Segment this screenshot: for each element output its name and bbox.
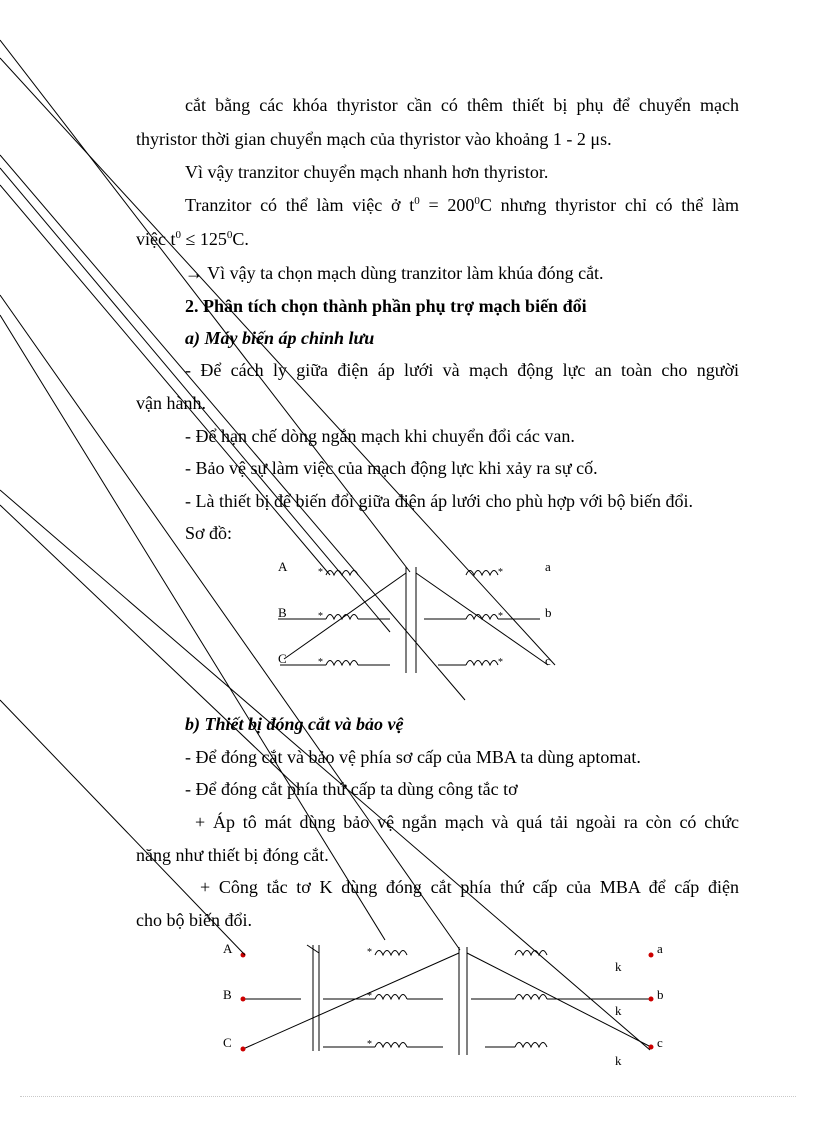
- text-span: ≤ 125: [180, 229, 227, 249]
- terminal-dot: [241, 997, 246, 1002]
- coil: [375, 995, 407, 1000]
- coil: [515, 995, 547, 1000]
- paragraph-line: [185, 194, 739, 216]
- paragraph-line: vận hành.: [136, 393, 206, 413]
- terminal-label: a: [657, 941, 663, 956]
- superscript: 0: [414, 195, 420, 207]
- paragraph-line: Vì vậy tranzitor chuyển mạch nhanh hơn thyristor.: [185, 162, 549, 182]
- coil: [515, 1043, 547, 1048]
- text-span: C.: [232, 229, 249, 249]
- wire: [243, 953, 459, 1049]
- paragraph-line: năng như thiết bị đóng cắt.: [136, 845, 329, 865]
- terminal-dots: [241, 953, 654, 1052]
- svg-text:*: *: [367, 947, 372, 958]
- subsection-heading: a) Máy biến áp chỉnh lưu: [185, 328, 375, 348]
- transformer-diagram-2: [215, 935, 675, 1070]
- superscript: 0: [175, 229, 181, 241]
- text-span: = 200: [419, 195, 475, 215]
- paragraph-line: thyristor thời gian chuyển mạch của thyristor vào khoảng 1 - 2 μs.: [136, 129, 612, 149]
- subsection-heading: b) Thiết bị đóng cắt và bảo vệ: [185, 714, 404, 734]
- paragraph-line: - Để hạn chế dòng ngắn mạch khi chuyển đổi các van.: [185, 426, 575, 446]
- coil: [326, 571, 358, 576]
- coil: [375, 951, 407, 956]
- terminal-label: A: [278, 559, 288, 574]
- text-span: việc t: [136, 229, 176, 249]
- wire: [467, 953, 651, 1047]
- terminal-label: c: [545, 653, 551, 668]
- terminal-dot: [649, 953, 654, 958]
- svg-text:*: *: [498, 567, 503, 578]
- contactor-label: k: [615, 1003, 622, 1018]
- svg-text:*: *: [498, 611, 503, 622]
- terminal-dot: [649, 997, 654, 1002]
- superscript: 0: [226, 229, 233, 241]
- terminal-label: c: [657, 1035, 663, 1050]
- section-heading: 2. Phân tích chọn thành phần phụ trợ mạch biến đổi: [185, 296, 587, 316]
- contactor-label: k: [615, 1053, 622, 1068]
- svg-text:*: *: [367, 991, 372, 1002]
- paragraph-line: - Để cách ly giữa điện áp lưới và mạch động lực an toàn cho người: [185, 360, 739, 380]
- coil: [466, 615, 498, 620]
- text-span: Tranzitor có thể làm việc ở t: [185, 195, 415, 215]
- svg-text:*: *: [318, 567, 323, 578]
- terminal-label: B: [278, 605, 287, 620]
- paragraph-line: Sơ đồ:: [185, 523, 233, 543]
- terminal-label: B: [223, 987, 232, 1002]
- paragraph-line: + Áp tô mát dùng bảo vệ ngắn mạch và quá tải ngoài ra còn có chức: [195, 812, 739, 832]
- coil: [466, 571, 498, 576]
- paragraph-line: cho bộ biến đổi.: [136, 910, 252, 930]
- paragraph-line: cắt bằng các khóa thyristor cần có thêm thiết bị phụ để chuyển mạch: [185, 95, 739, 115]
- coil: [466, 661, 498, 666]
- text-span: C nhưng thyristor chỉ có thể làm: [479, 195, 739, 215]
- paragraph-line: - Bảo vệ sự làm việc của mạch động lực khi xảy ra sự cố.: [185, 458, 598, 478]
- svg-text:*: *: [498, 657, 503, 668]
- svg-text:*: *: [318, 657, 323, 668]
- terminal-dot: [649, 1045, 654, 1050]
- contactor-label: k: [615, 959, 622, 974]
- svg-text:*: *: [318, 611, 323, 622]
- terminal-label: b: [545, 605, 552, 620]
- superscript: 0: [474, 195, 480, 207]
- svg-text:*: *: [367, 1039, 372, 1050]
- paragraph-line: - Để đóng cắt và bảo vệ phía sơ cấp của MBA ta dùng aptomat.: [185, 747, 641, 767]
- paragraph-line: - Là thiết bị để biến đổi giữa điện áp lưới cho phù hợp với bộ biến đổi.: [185, 491, 693, 511]
- terminal-label: a: [545, 559, 551, 574]
- terminal-label: b: [657, 987, 664, 1002]
- paragraph-line: + Công tắc tơ K dùng đóng cắt phía thứ cấp của MBA để cấp điện: [200, 877, 739, 897]
- coil: [515, 951, 547, 956]
- paragraph-line: [136, 228, 249, 250]
- paragraph-line: - Để đóng cắt phía thứ cấp ta dùng công tắc tơ: [185, 779, 518, 799]
- wire: [284, 573, 406, 659]
- terminal-label: C: [223, 1035, 232, 1050]
- terminal-dot: [241, 1047, 246, 1052]
- transformer-diagram-1: [270, 555, 570, 680]
- coil: [326, 661, 358, 666]
- terminal-label: A: [223, 941, 233, 956]
- paragraph-line: → Vì vậy ta chọn mạch dùng tranzitor làm khúa đóng cắt.: [185, 263, 604, 283]
- footer-divider: [20, 1096, 796, 1097]
- terminal-label: C: [278, 651, 287, 666]
- coil: [375, 1043, 407, 1048]
- terminal-dot: [241, 953, 246, 958]
